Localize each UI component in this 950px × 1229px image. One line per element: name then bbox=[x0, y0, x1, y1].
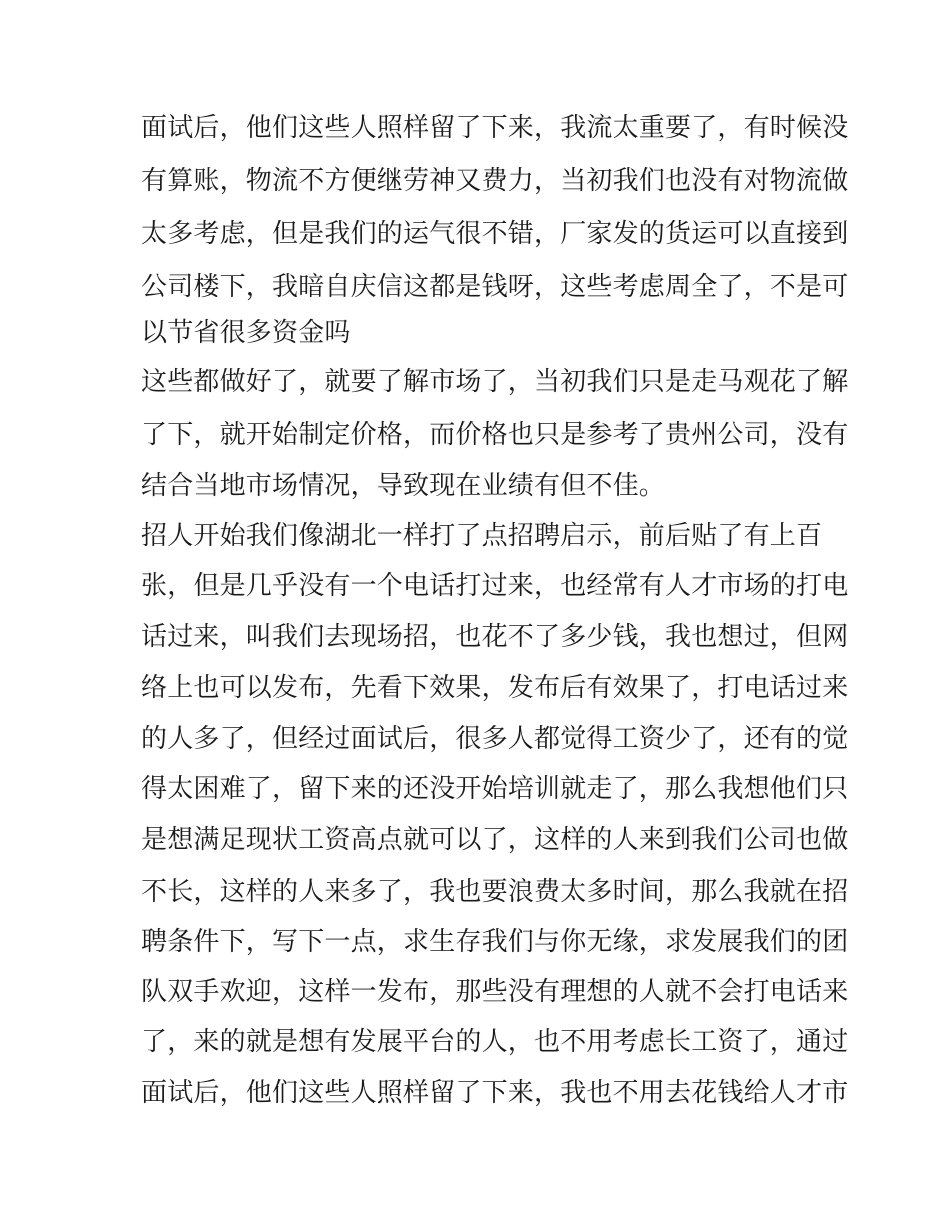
text-line: 的人多了，但经过面试后，很多人都觉得工资少了，还有的觉 bbox=[141, 724, 849, 754]
text-line: 张，但是几乎没有一个电话打过来，也经常有人才市场的打电 bbox=[141, 571, 849, 601]
text-line: 话过来，叫我们去现场招，也花不了多少钱，我也想过，但网 bbox=[141, 622, 849, 652]
text-line: 络上也可以发布，先看下效果，发布后有效果了，打电话过来 bbox=[141, 673, 849, 703]
text-line: 队双手欢迎，这样一发布，那些没有理想的人就不会打电话来 bbox=[141, 977, 849, 1007]
text-line: 以节省很多资金吗 bbox=[141, 318, 351, 348]
text-line: 这些都做好了，就要了解市场了，当初我们只是走马观花了解 bbox=[141, 367, 849, 397]
text-line: 面试后，他们这些人照样留了下来，我也不用去花钱给人才市 bbox=[141, 1078, 849, 1108]
text-line: 有算账，物流不方便继劳神又费力，当初我们也没有对物流做 bbox=[141, 166, 849, 196]
text-line: 面试后，他们这些人照样留了下来，我流太重要了，有时候没 bbox=[141, 113, 849, 143]
text-line: 是想满足现状工资高点就可以了，这样的人来到我们公司也做 bbox=[141, 825, 849, 855]
text-line: 聘条件下，写下一点，求生存我们与你无缘，求发展我们的团 bbox=[141, 927, 849, 957]
text-line: 得太困难了，留下来的还没开始培训就走了，那么我想他们只 bbox=[141, 774, 849, 804]
text-line: 招人开始我们像湖北一样打了点招聘启示，前后贴了有上百 bbox=[141, 521, 823, 551]
text-line: 太多考虑，但是我们的运气很不错，厂家发的货运可以直接到 bbox=[141, 219, 849, 249]
text-line: 不长，这样的人来多了，我也要浪费太多时间，那么我就在招 bbox=[141, 877, 849, 907]
text-line: 了下，就开始制定价格，而价格也只是参考了贵州公司，没有 bbox=[141, 420, 849, 450]
text-line: 公司楼下，我暗自庆信这都是钱呀，这些考虑周全了，不是可 bbox=[141, 272, 849, 302]
text-line: 了，来的就是想有发展平台的人，也不用考虑长工资了，通过 bbox=[141, 1027, 849, 1057]
text-line: 结合当地市场情况，导致现在业绩有但不佳。 bbox=[141, 471, 666, 501]
